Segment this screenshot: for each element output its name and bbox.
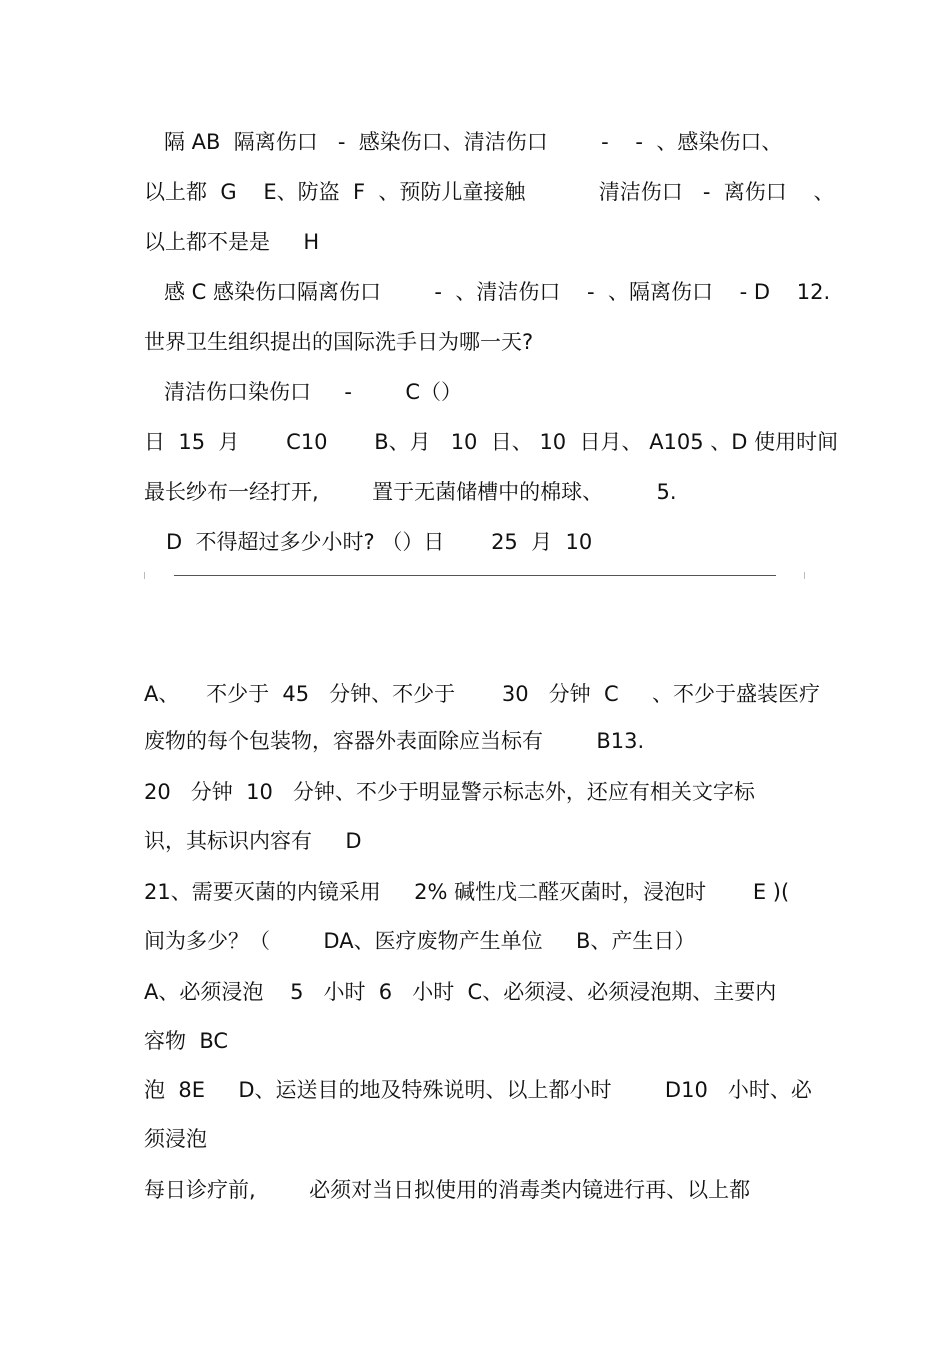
separator-tick [144, 572, 145, 579]
text-line: 以上都 G E、防盗 F 、预防儿童接触 清洁伤口 - 离伤口 、 [144, 180, 835, 204]
text-line: D 不得超过多少小时? （）日 25 月 10 [166, 530, 593, 554]
separator-line [174, 575, 776, 576]
text-line: A、 不少于 45 分钟、不少于 30 分钟 C 、不少于盛装医疗 [144, 682, 821, 706]
text-line: 隔 AB 隔离伤口 - 感染伤口、清洁伤口 - - 、感染伤口、 [164, 130, 783, 154]
text-line: 须浸泡 [144, 1127, 207, 1151]
text-line: 清洁伤口染伤口 - C（） [164, 380, 463, 404]
text-line: 识，其标识内容有 D [144, 829, 362, 853]
text-line: 世界卫生组织提出的国际洗手日为哪一天? [144, 330, 534, 354]
text-line: A、必须浸泡 5 小时 6 小时 C、必须浸、必须浸泡期、主要内 [144, 980, 777, 1004]
text-line: 感 C 感染伤口隔离伤口 - 、清洁伤口 - 、隔离伤口 - D 12. [164, 280, 831, 304]
text-line: 以上都不是是 H [144, 230, 320, 254]
text-line: 21、需要灭菌的内镜采用 2% 碱性戊二醛灭菌时，浸泡时 E )( [144, 880, 790, 904]
text-line: 间为多少？（ DA、医疗废物产生单位 B、产生日） [144, 929, 696, 953]
text-line: 废物的每个包装物，容器外表面除应当标有 B13. [144, 729, 645, 753]
text-line: 容物 BC [144, 1029, 229, 1053]
text-line: 日 15 月 C10 B、月 10 日、 10 日月、 A105 、D 使用时间 [144, 430, 839, 454]
text-line: 最长纱布一经打开, 置于无菌储槽中的棉球、 5. [144, 480, 677, 504]
text-line: 每日诊疗前, 必须对当日拟使用的消毒类内镜进行再、以上都 [144, 1178, 751, 1202]
separator-tick [804, 572, 805, 579]
text-line: 20 分钟 10 分钟、不少于明显警示标志外，还应有相关文字标 [144, 780, 755, 804]
text-line: 泡 8E D、运送目的地及特殊说明、以上都小时 D10 小时、必 [144, 1078, 812, 1102]
